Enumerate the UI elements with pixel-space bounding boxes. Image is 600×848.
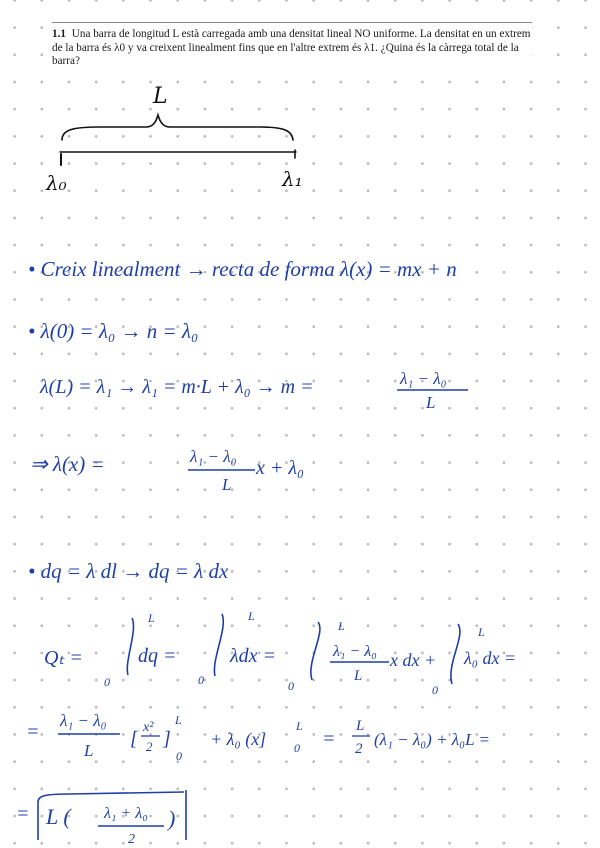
final-L-paren: L ( [46,804,71,829]
bar-diagram [60,115,296,165]
note-line-1: • Creix linealment → recta de forma λ(x) = mx + n [28,257,457,281]
length-label: L [153,84,168,109]
length-brace [62,115,293,140]
eval-lambda0-term: + λ₀ (x] [210,729,267,749]
eval-right-bracket: ] [163,728,171,750]
note-line-3: λ(L) = λ₁ → λ₁ = m·L + λ₀ → m = [40,376,314,398]
half-denominator: 2 [355,741,363,757]
density-tail: x + λ₀ [256,457,304,479]
eval-equals-2: = [322,728,336,750]
slope-numerator: λ₁ − λ₀ [400,369,447,388]
integral-sign-3 [311,622,320,680]
final-equals: = [16,803,30,825]
integral-3-upper: L [338,619,345,633]
integral-1-lower: 0 [104,675,110,689]
density-numerator: λ₁ − λ₀ [190,447,237,466]
integral-3-denominator: L [354,668,363,684]
integral-2-lower: 0 [198,673,204,687]
integral-3-numerator: λ₁ − λ₀ [333,643,377,660]
x2-numerator: x² [143,720,154,735]
eval2-upper-limit: L [296,719,303,733]
integrand-x-dx: x dx + [390,650,437,670]
integral-1-upper: L [148,611,155,625]
eval-left-bracket: [ [130,728,138,750]
integral-sign-2 [214,614,223,676]
right-density-label: λ₁ [282,167,303,191]
final-denominator: 2 [128,832,135,847]
x2-denominator: 2 [146,739,153,754]
integral-sign-4 [451,624,460,684]
density-denominator: L [222,475,232,494]
integral-4-upper: L [478,625,485,639]
slope-denominator: L [426,393,436,412]
eval2-lower-limit: 0 [294,741,300,755]
integral-2-upper: L [248,609,255,623]
final-close-paren: ) [168,806,176,831]
half-numerator: L [356,718,365,734]
problem-number: 1.1 [52,28,66,40]
total-charge-label: Qₜ = [44,647,83,669]
integrand-lambda-dx: λdx = [230,645,277,667]
eval-denominator: L [84,741,94,760]
eval-numerator: λ₁ − λ₀ [60,711,107,730]
eval-result: (λ₁ − λ₀) + λ₀L = [374,730,490,749]
left-density-label: λ₀ [46,171,67,195]
eval-equals: = [26,721,40,743]
integral-4-lower: 0 [432,683,438,697]
derivation [16,257,516,847]
final-numerator: λ₁ + λ₀ [104,805,148,822]
eval-upper-limit: L [175,713,182,727]
note-line-4: ⇒ λ(x) = [30,452,105,476]
integrand-lambda0-dx: λ₀ dx = [464,648,517,668]
integral-sign-1 [127,618,133,675]
problem-text: Una barra de longitud L està carregada amb una densitat lineal NO uniforme. La densitat en un extrem de la barra és λ0 y va creixent linealment fins que en l'altre extrem és λ1. ¿Quina és la càrrega total de la barra? [52,28,531,68]
integrand-dq: dq = [138,645,177,667]
note-line-5: • dq = λ dl → dq = λ dx [28,559,229,583]
eval-lower-limit: 0 [176,749,182,763]
note-line-2: • λ(0) = λ₀ → n = λ₀ [28,319,199,343]
integral-3-lower: 0 [288,679,294,693]
